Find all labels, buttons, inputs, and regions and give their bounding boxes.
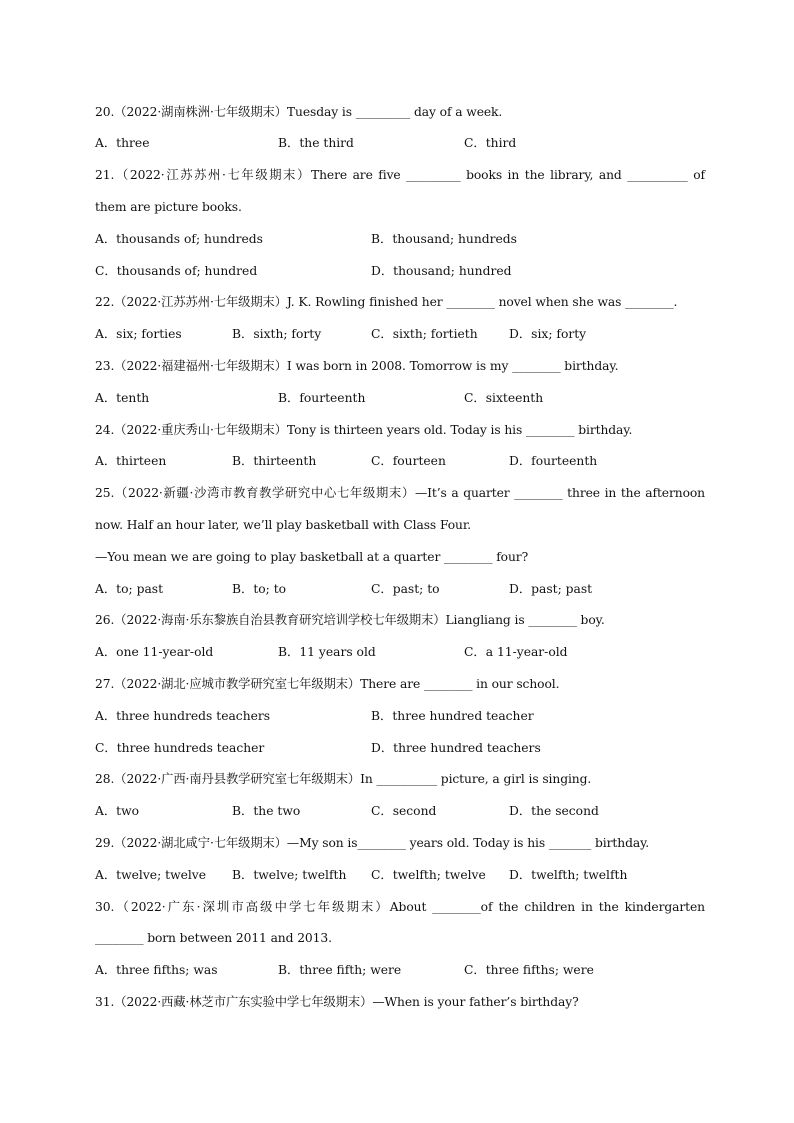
- question-28-options: [95, 803, 705, 819]
- option-a: A．one 11-year-old: [95, 645, 214, 659]
- question-26-stem: 26.（2022·海南·乐东黎族自治县教育研究培训学校七年级期末）Liangliang is ________ boy.: [95, 613, 605, 627]
- question-20-stem: 20.（2022·湖南株洲·七年级期末）Tuesday is _________ day of a week.: [95, 105, 503, 119]
- question-20-options: [95, 135, 705, 151]
- option-b: B．thousand; hundreds: [371, 232, 517, 246]
- option-d: D．the second: [509, 804, 599, 818]
- question-26-options: [95, 644, 705, 660]
- option-c: C．a 11-year-old: [464, 645, 568, 659]
- option-d: D．three hundred teachers: [371, 741, 541, 755]
- question-25-stem-cont: now. Half an hour later, we’ll play basketball with Class Four.: [95, 518, 472, 532]
- option-c: C．third: [464, 136, 517, 150]
- option-c: C．second: [371, 804, 437, 818]
- option-a: A．two: [95, 804, 140, 818]
- question-30-stem: 30.（2022·广东·深圳市高级中学七年级期末）About ________of the children in the kindergarten: [95, 900, 705, 914]
- option-c: C．sixth; fortieth: [371, 327, 478, 341]
- option-b: B．11 years old: [278, 645, 376, 659]
- question-29-options: [95, 867, 705, 883]
- option-c: C．past; to: [371, 582, 440, 596]
- option-b: B．the two: [232, 804, 301, 818]
- question-22-stem: 22.（2022·江苏苏州·七年级期末）J. K. Rowling finished her ________ novel when she was ________.: [95, 295, 678, 309]
- option-b: B．three fifth; were: [278, 963, 402, 977]
- option-c: C．three fifths; were: [464, 963, 594, 977]
- question-31-stem: 31.（2022·西藏·林芝市广东实验中学七年级期末）—When is your father’s birthday?: [95, 995, 579, 1009]
- option-b: B．thirteenth: [232, 454, 317, 468]
- option-b: B．twelve; twelfth: [232, 868, 347, 882]
- question-27-options-row2: [95, 740, 705, 756]
- question-21-options-row1: [95, 231, 705, 247]
- question-25-options: [95, 581, 705, 597]
- question-30-stem-cont: ________ born between 2011 and 2013.: [95, 931, 332, 945]
- question-27-stem: 27.（2022·湖北·应城市教学研究室七年级期末）There are ________ in our school.: [95, 677, 560, 691]
- option-a: A．three fifths; was: [95, 963, 218, 977]
- option-c: C．sixteenth: [464, 391, 544, 405]
- option-d: D．thousand; hundred: [371, 264, 512, 278]
- option-a: A．twelve; twelve: [95, 868, 207, 882]
- option-a: A．thirteen: [95, 454, 167, 468]
- question-23-stem: 23.（2022·福建福州·七年级期末）I was born in 2008. Tomorrow is my ________ birthday.: [95, 359, 619, 373]
- option-b: B．three hundred teacher: [371, 709, 534, 723]
- question-24-stem: 24.（2022·重庆秀山·七年级期末）Tony is thirteen years old. Today is his ________ birthday.: [95, 423, 633, 437]
- question-25-stem: 25.（2022·新疆·沙湾市教育教学研究中心七年级期末）—It’s a quarter ________ three in the afternoon: [95, 486, 705, 500]
- question-25-stem-reply: —You mean we are going to play basketball at a quarter ________ four?: [95, 550, 529, 564]
- option-d: D．six; forty: [509, 327, 587, 341]
- option-d: D．fourteenth: [509, 454, 598, 468]
- question-27-options-row1: [95, 708, 705, 724]
- question-21-stem: 21.（2022·江苏苏州·七年级期末）There are five _________ books in the library, and __________ of: [95, 168, 705, 182]
- question-22-options: [95, 326, 705, 342]
- option-c: C．twelfth; twelve: [371, 868, 486, 882]
- option-a: A．three hundreds teachers: [95, 709, 271, 723]
- option-a: A．thousands of; hundreds: [95, 232, 263, 246]
- question-21-options-row2: [95, 263, 705, 279]
- option-b: B．fourteenth: [278, 391, 366, 405]
- option-d: D．past; past: [509, 582, 593, 596]
- question-24-options: [95, 453, 705, 469]
- question-30-options: [95, 962, 705, 978]
- option-c: C．fourteen: [371, 454, 446, 468]
- option-a: A．three: [95, 136, 150, 150]
- question-29-stem: 29.（2022·湖北咸宁·七年级期末）—My son is________ years old. Today is his _______ birthday.: [95, 836, 650, 850]
- option-b: B．to; to: [232, 582, 287, 596]
- option-b: B．the third: [278, 136, 354, 150]
- option-b: B．sixth; forty: [232, 327, 322, 341]
- option-c: C．thousands of; hundred: [95, 264, 258, 278]
- option-a: A．tenth: [95, 391, 150, 405]
- question-23-options: [95, 390, 705, 406]
- question-21-stem-cont: them are picture books.: [95, 200, 242, 214]
- option-c: C．three hundreds teacher: [95, 741, 265, 755]
- option-d: D．twelfth; twelfth: [509, 868, 628, 882]
- option-a: A．six; forties: [95, 327, 182, 341]
- option-a: A．to; past: [95, 582, 164, 596]
- question-28-stem: 28.（2022·广西·南丹县教学研究室七年级期末）In __________ picture, a girl is singing.: [95, 772, 592, 786]
